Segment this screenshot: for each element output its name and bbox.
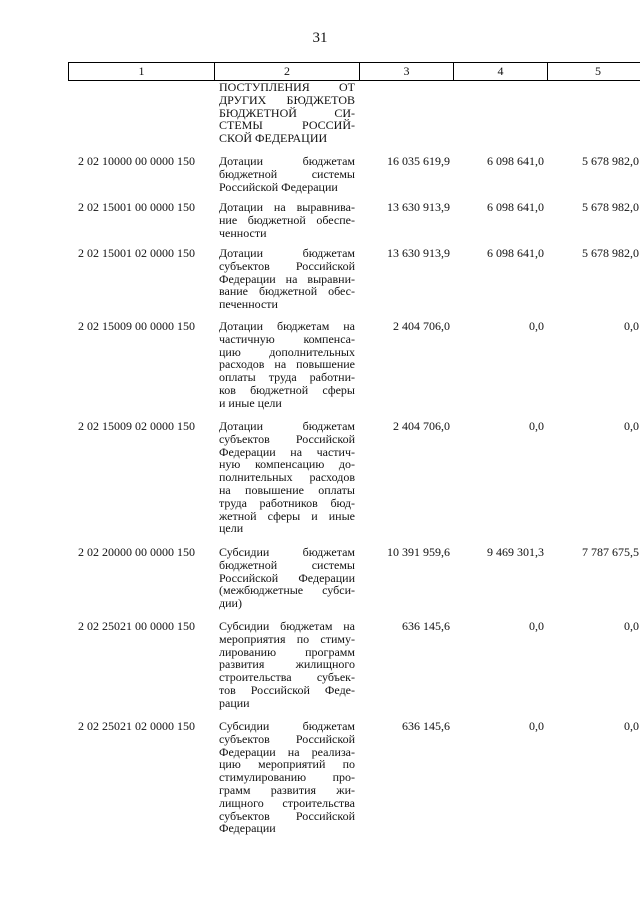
row-code: 2 02 25021 00 0000 150 (78, 619, 195, 633)
row-value-3: 13 630 913,9 (387, 200, 450, 214)
page-number: 31 (312, 30, 328, 46)
row-name: Субсидии бюджетам субъектов Российской Федерации на реализа- цию мероприятий по стимулированию про- грамм развития жи- лищного строительства субъектов Российской Федерации (219, 719, 355, 836)
header-col-1: 1 (69, 63, 215, 80)
row-code: 2 02 20000 00 0000 150 (78, 545, 195, 559)
row-value-4: 6 098 641,0 (487, 154, 544, 168)
row-code: 2 02 10000 00 0000 150 (78, 154, 195, 168)
continuation-text: ПОСТУПЛЕНИЯ ОТ ДРУГИХ БЮДЖЕТОВ БЮДЖЕТНОЙ СИ- СТЕМЫ РОССИЙ- СКОЙ ФЕДЕРАЦИИ (219, 80, 355, 146)
continuation-row (68, 81, 359, 145)
row-value-5: 0,0 (624, 719, 639, 733)
row-value-4: 0,0 (529, 719, 544, 733)
row-value-4: 0,0 (529, 619, 544, 633)
table-row (68, 720, 640, 835)
header-col-2: 2 (215, 63, 360, 80)
row-name: Дотации бюджетам на частичную компенса- цию дополнительных расходов на повышение оплаты труда работни- ков бюджетной сферы и иные цели (219, 319, 355, 410)
row-name: Дотации бюджетам бюджетной системы Российской Федерации (219, 154, 355, 194)
table-row (68, 546, 640, 610)
row-value-3: 636 145,6 (402, 719, 450, 733)
row-code: 2 02 15001 02 0000 150 (78, 246, 195, 260)
row-code: 2 02 25021 02 0000 150 (78, 719, 195, 733)
row-name: Дотации бюджетам субъектов Российской Федерации на частич- ную компенсацию до- полнительных расходов на повышение оплаты труда работников бюд- жетной сферы и иные цели (219, 419, 355, 536)
row-value-4: 6 098 641,0 (487, 246, 544, 260)
table-header (68, 62, 640, 81)
row-value-3: 2 404 706,0 (393, 419, 450, 433)
table-row (68, 420, 640, 535)
row-value-3: 13 630 913,9 (387, 246, 450, 260)
row-name: Субсидии бюджетам бюджетной системы Российской Федерации (межбюджетные субси- дии) (219, 545, 355, 611)
row-value-5: 0,0 (624, 419, 639, 433)
row-code: 2 02 15009 02 0000 150 (78, 419, 195, 433)
header-col-5: 5 (595, 64, 601, 78)
row-code: 2 02 15009 00 0000 150 (78, 319, 195, 333)
table-row (68, 155, 640, 193)
header-col-4: 4 (454, 63, 548, 80)
row-value-5: 0,0 (624, 319, 639, 333)
row-value-4: 0,0 (529, 319, 544, 333)
row-value-4: 6 098 641,0 (487, 200, 544, 214)
row-value-3: 2 404 706,0 (393, 319, 450, 333)
row-value-5: 0,0 (624, 619, 639, 633)
row-value-3: 636 145,6 (402, 619, 450, 633)
row-name: Дотации на выравнива- ние бюджетной обеспе- ченности (219, 200, 355, 240)
row-name: Субсидии бюджетам на мероприятия по стиму- лированию программ развития жилищного строительства субъек- тов Российской Феде- рации (219, 619, 355, 710)
header-col-3: 3 (360, 63, 454, 80)
row-value-3: 10 391 959,6 (387, 545, 450, 559)
row-value-5: 7 787 675,5 (582, 545, 639, 559)
table-row (68, 247, 640, 311)
row-code: 2 02 15001 00 0000 150 (78, 200, 195, 214)
table-row (68, 320, 640, 410)
row-value-3: 16 035 619,9 (387, 154, 450, 168)
table-row (68, 201, 640, 239)
row-value-4: 9 469 301,3 (487, 545, 544, 559)
row-value-5: 5 678 982,0 (582, 154, 639, 168)
row-value-4: 0,0 (529, 419, 544, 433)
table-row (68, 620, 640, 710)
row-value-5: 5 678 982,0 (582, 200, 639, 214)
row-value-5: 5 678 982,0 (582, 246, 639, 260)
row-name: Дотации бюджетам субъектов Российской Федерации на выравни- вание бюджетной обес- печенности (219, 246, 355, 312)
